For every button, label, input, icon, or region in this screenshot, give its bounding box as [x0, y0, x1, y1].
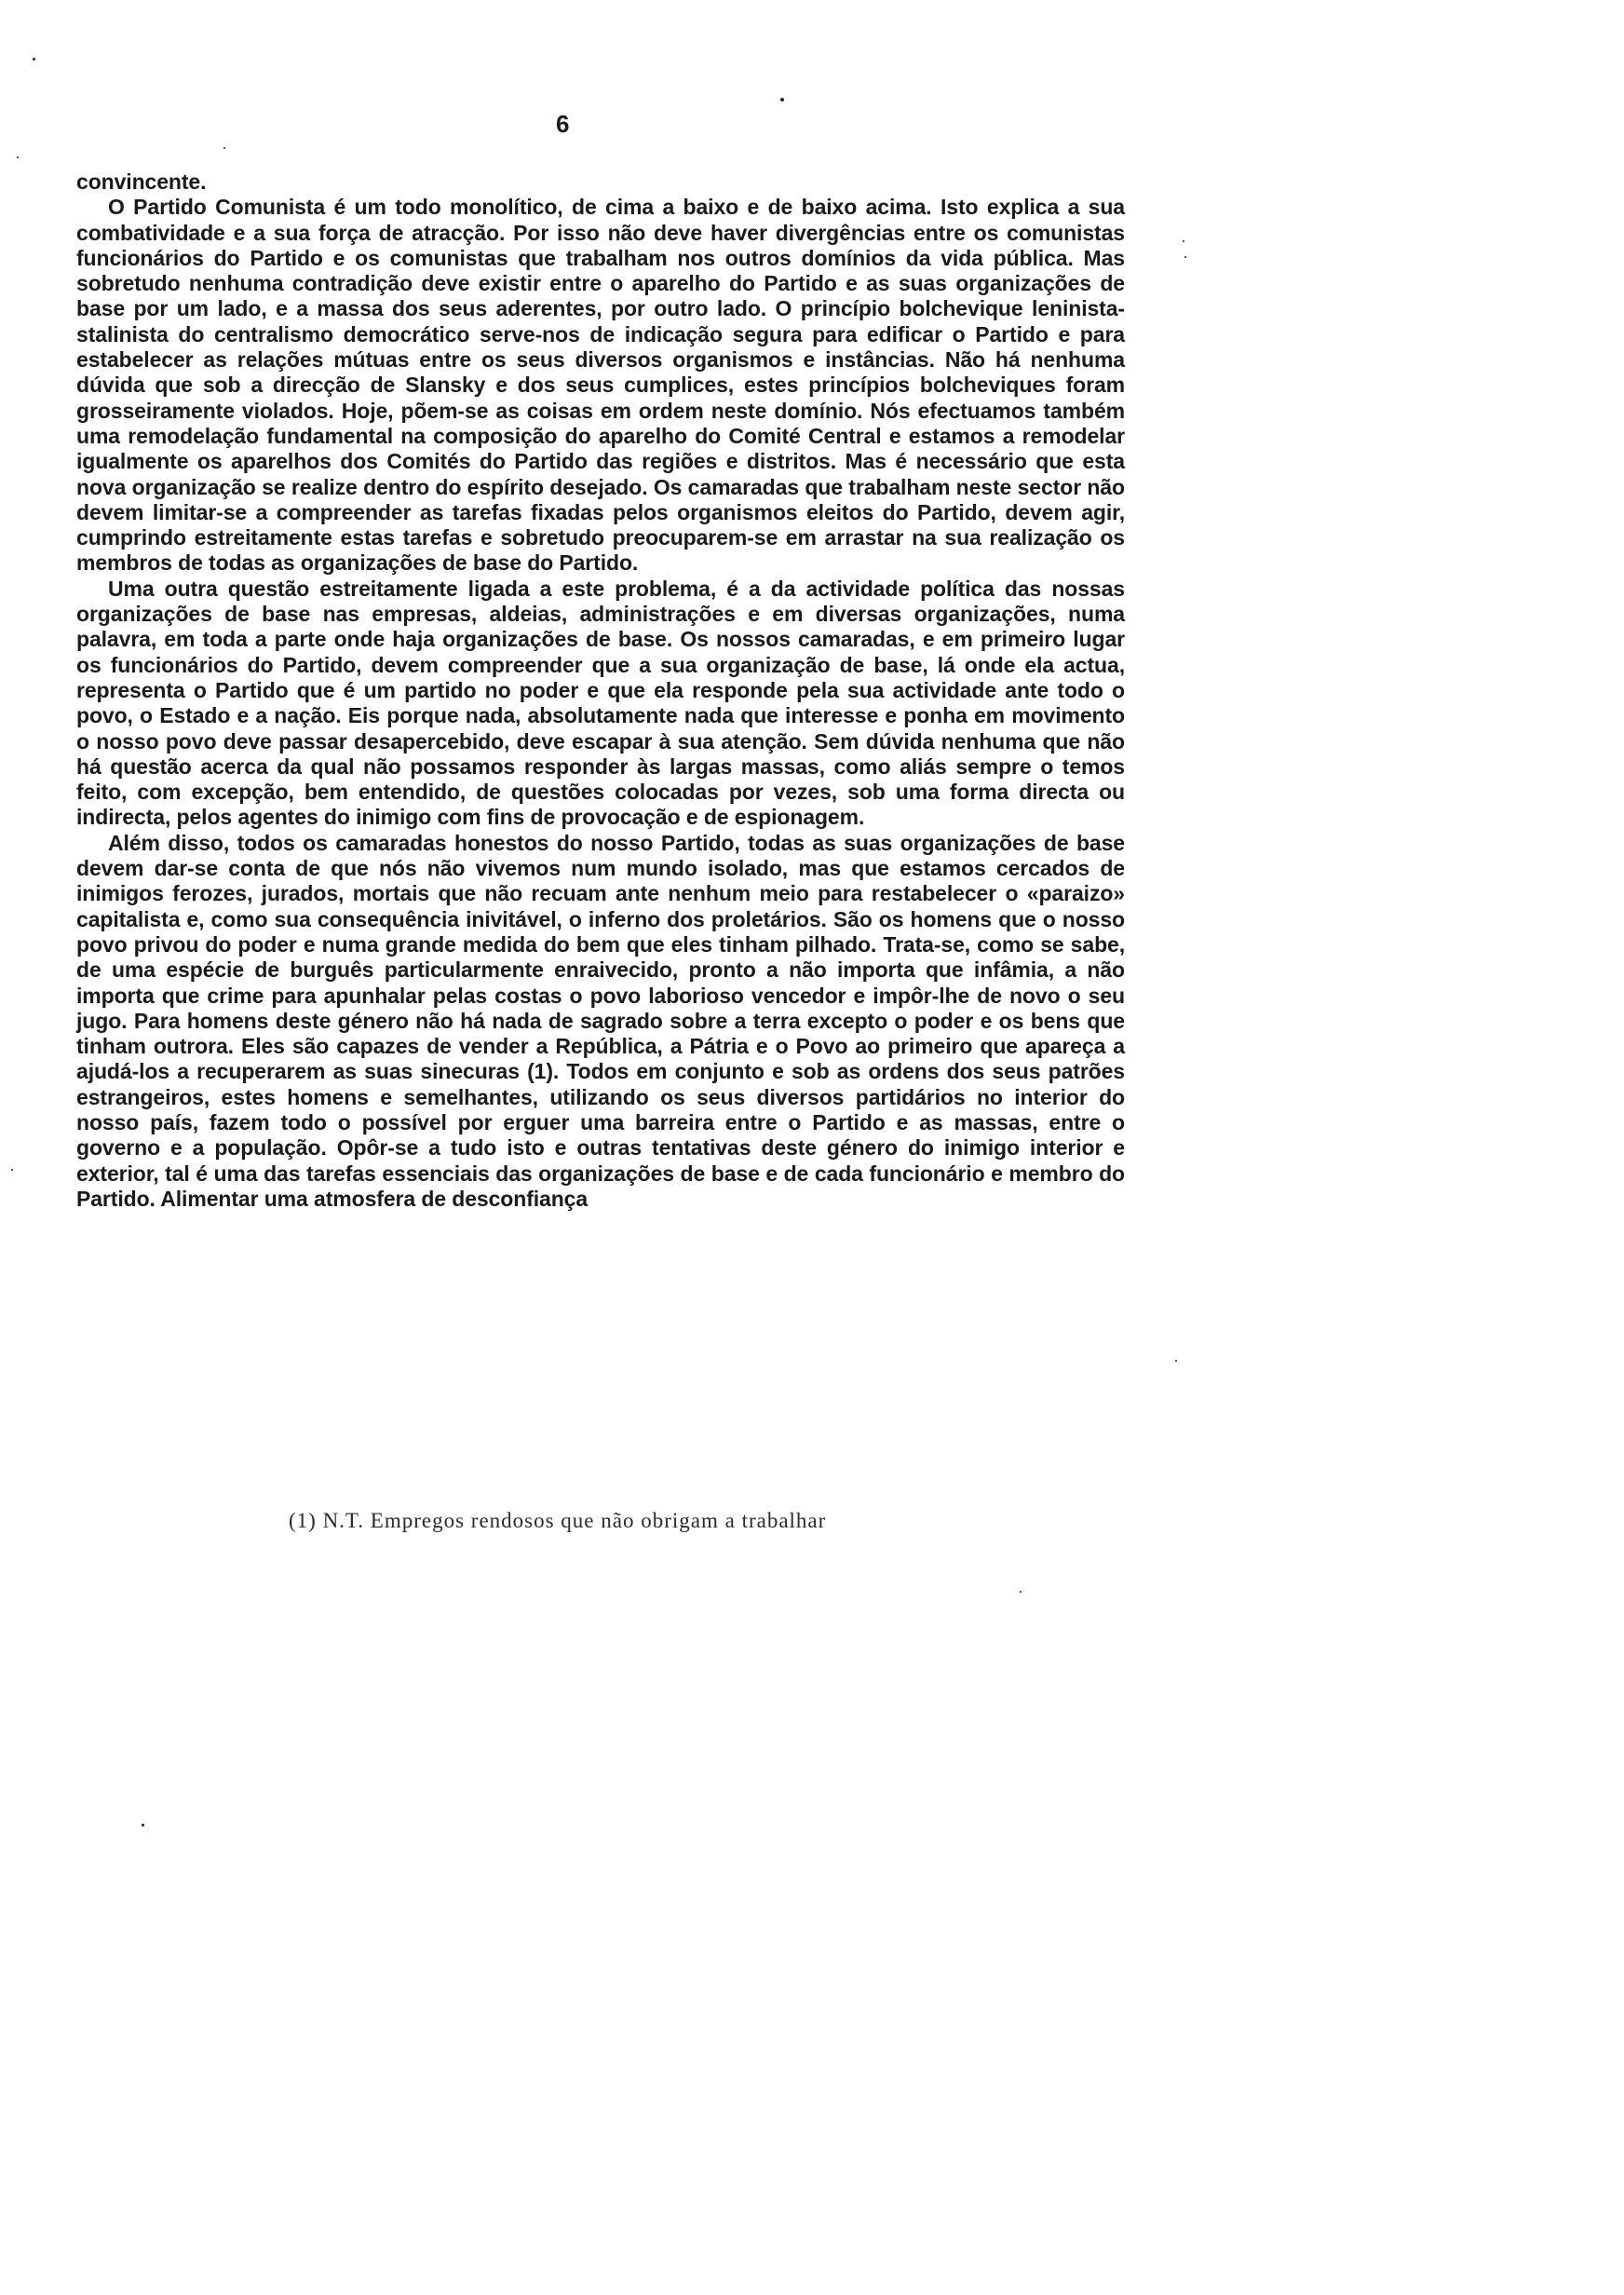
scan-speck	[11, 1169, 13, 1171]
paragraph: convincente.	[76, 170, 207, 194]
scan-speck	[1020, 1591, 1022, 1593]
paragraph: Além disso, todos os camaradas honestos do nosso Partido, todas as suas organizações de base devem dar-se conta de que nós não vivemos num mundo isolado, mas que estamos cercados de inimigos ferozes, jurados, mortais que não recuam ante nenhum meio para restabelecer o «paraizo» capitalista e, como sua consequência inivitável, o inferno dos proletários. São os homens que o nosso povo privou do poder e numa grande medida do bem que eles tinham pilhado. Trata-se, como se sabe, de uma espécie de burguês particularmente enraivecido, pronto a não importa que infâmia, a não importa que crime para apunhalar pelas costas o povo laborioso vencedor e impôr-lhe de novo o seu jugo. Para homens deste género não há nada de sagrado sobre a terra excepto o poder e os bens que tinham outrora. Eles são capazes de vender a República, a Pátria e o Povo ao primeiro que apareça a ajudá-los a recuperarem as suas sinecuras (1). Todos em conjunto e sob as ordens dos seus patrões estrangeiros, estes homens e semelhantes, utilizando os seus diversos partidários no interior do nosso país, fazem todo o possível por erguer uma barreira entre o Partido e as massas, entre o governo e a população. Opôr-se a tudo isto e outras tentativas deste género do inimigo interior e exterior, tal é uma das tarefas essenciais das organizações de base e de cada funcionário e membro do Partido. Alimentar uma atmosfera de desconfiança	[76, 830, 1125, 1211]
scan-speck	[17, 156, 19, 158]
scan-speck	[142, 1824, 144, 1826]
page-number: 6	[556, 110, 570, 138]
scan-speck	[223, 147, 225, 149]
scan-speck	[1184, 256, 1186, 258]
scan-speck	[1175, 1360, 1177, 1362]
scan-speck	[780, 98, 784, 102]
scan-speck	[33, 58, 35, 61]
body-text	[76, 170, 1125, 1212]
paragraph: O Partido Comunista é um todo monolítico, de cima a baixo e de baixo acima. Isto explica a sua combatividade e a sua força de atracção. Por isso não deve haver divergências entre os comunistas funcionários do Partido e os comunistas que trabalham nos outros domínios da vida pública. Mas sobretudo nenhuma contradição deve existir entre o aparelho do Partido e as suas organizações de base por um lado, e a massa dos seus aderentes, por outro lado. O princípio bolchevique leninista-stalinista do centralismo democrático serve-nos de indicação segura para edificar o Partido e para estabelecer as relações mútuas entre os seus diversos organismos e instâncias. Não há nenhuma dúvida que sob a direcção de Slansky e dos seus cumplices, estes princípios bolcheviques foram grosseiramente violados. Hoje, põem-se as coisas em ordem neste domínio. Nós efectuamos também uma remodelação fundamental na composição do aparelho do Comité Central e estamos a remodelar igualmente os aparelhos dos Comités do Partido das regiões e distritos. Mas é necessário que esta nova organização se realize dentro do espírito desejado. Os camaradas que trabalham neste sector não devem limitar-se a compreender as tarefas fixadas pelos organismos eleitos do Partido, devem agir, cumprindo estreitamente estas tarefas e sobretudo preocuparem-se em arrastar na sua realização os membros de todas as organizações de base do Partido.	[76, 195, 1125, 576]
footnote: (1) N.T. Empregos rendosos que não obrigam a trabalhar	[289, 1509, 827, 1532]
scan-speck	[1183, 240, 1184, 242]
paragraph: Uma outra questão estreitamente ligada a este problema, é a da actividade política das nossas organizações de base nas empresas, aldeias, administrações e em diversas organizações, numa palavra, em toda a parte onde haja organizações de base. Os nossos camaradas, e em primeiro lugar os funcionários do Partido, devem compreender que a sua organização de base, lá onde ela actua, representa o Partido que é um partido no poder e que ela responde pela sua actividade ante todo o povo, o Estado e a nação. Eis porque nada, absolutamente nada que interesse e ponha em movimento o nosso povo deve passar desapercebido, deve escapar à sua atenção. Sem dúvida nenhuma que não há questão acerca da qual não possamos responder às largas massas, como aliás sempre o temos feito, com excepção, bem entendido, de questões colocadas por vezes, sob uma forma directa ou indirecta, pelos agentes do inimigo com fins de provocação e de espionagem.	[76, 576, 1125, 830]
